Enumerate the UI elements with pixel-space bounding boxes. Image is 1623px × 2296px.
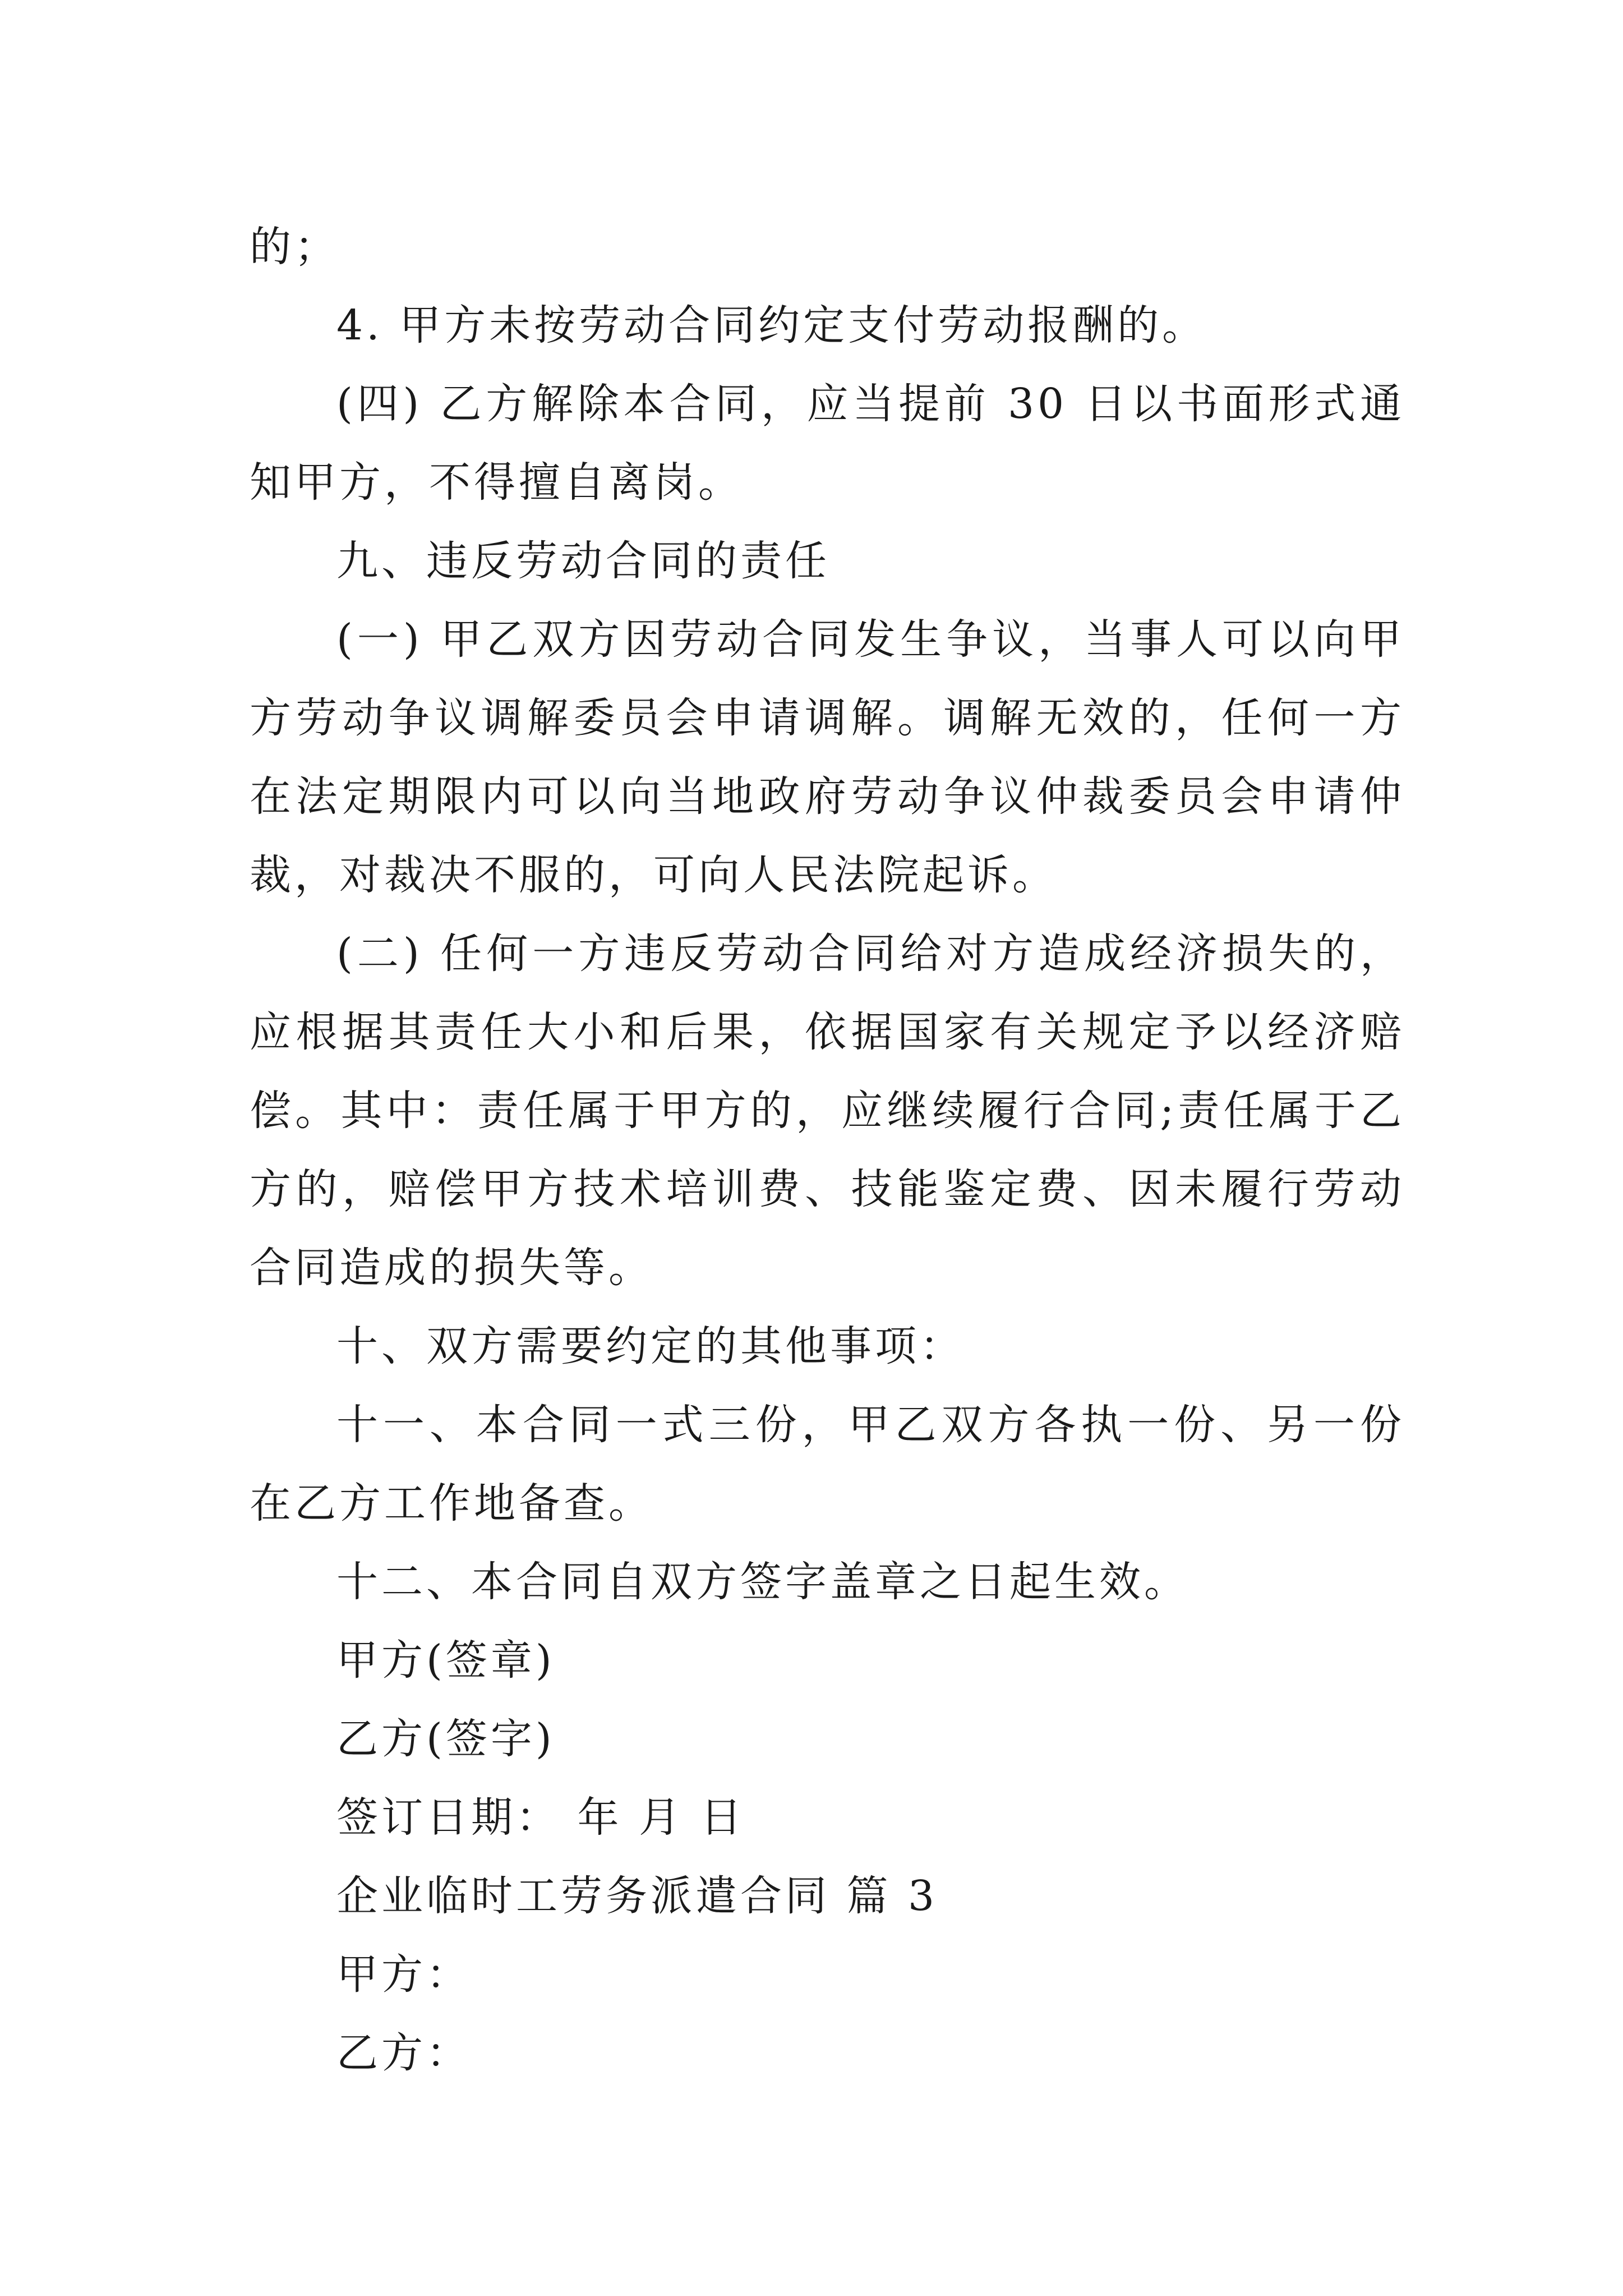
section-heading-12: 十二、本合同自双方签字盖章之日起生效。 [336, 1558, 1189, 1606]
paragraph-continuation: 的； [250, 223, 339, 271]
party-a-label: 甲方： [336, 1950, 471, 1999]
party-b-signature-line: 乙方(签字) [336, 1715, 555, 1763]
contract-title-part-3: 企业临时工劳务派遣合同 篇 3 [336, 1872, 938, 1920]
section-heading-11: 十一、本合同一式三份，甲乙双方各执一份、另一份在乙方工作地备查。 [250, 1401, 1405, 1527]
paragraph-clause-4: 4. 甲方未按劳动合同约定支付劳动报酬的。 [336, 301, 1207, 349]
document-body [250, 208, 1405, 2092]
section-heading-9: 九、违反劳动合同的责任 [336, 537, 830, 585]
paragraph-clause-4-termination-notice: (四) 乙方解除本合同，应当提前 30 日以书面形式通知甲方，不得擅自离岗。 [250, 380, 1405, 507]
paragraph-dispute-resolution: (一) 甲乙双方因劳动合同发生争议，当事人可以向甲方劳动争议调解委员会申请调解。调解无效的，任何一方在法定期限内可以向当地政府劳动争议仲裁委员会申请仲裁，对裁决不服的，可向人民法院起诉。 [250, 615, 1405, 899]
signing-date-line: 签订日期： 年 月 日 [336, 1793, 745, 1842]
party-b-label: 乙方： [336, 2029, 471, 2077]
paragraph-compensation: (二) 任何一方违反劳动合同给对方造成经济损失的，应根据其责任大小和后果，依据国家有关规定予以经济赔偿。其中：责任属于甲方的，应继续履行合同;责任属于乙方的，赔偿甲方技术培训费、技能鉴定费、因未履行劳动合同造成的损失等。 [250, 930, 1405, 1292]
party-a-signature-line: 甲方(签章) [336, 1636, 555, 1685]
section-heading-10: 十、双方需要约定的其他事项： [336, 1322, 965, 1370]
